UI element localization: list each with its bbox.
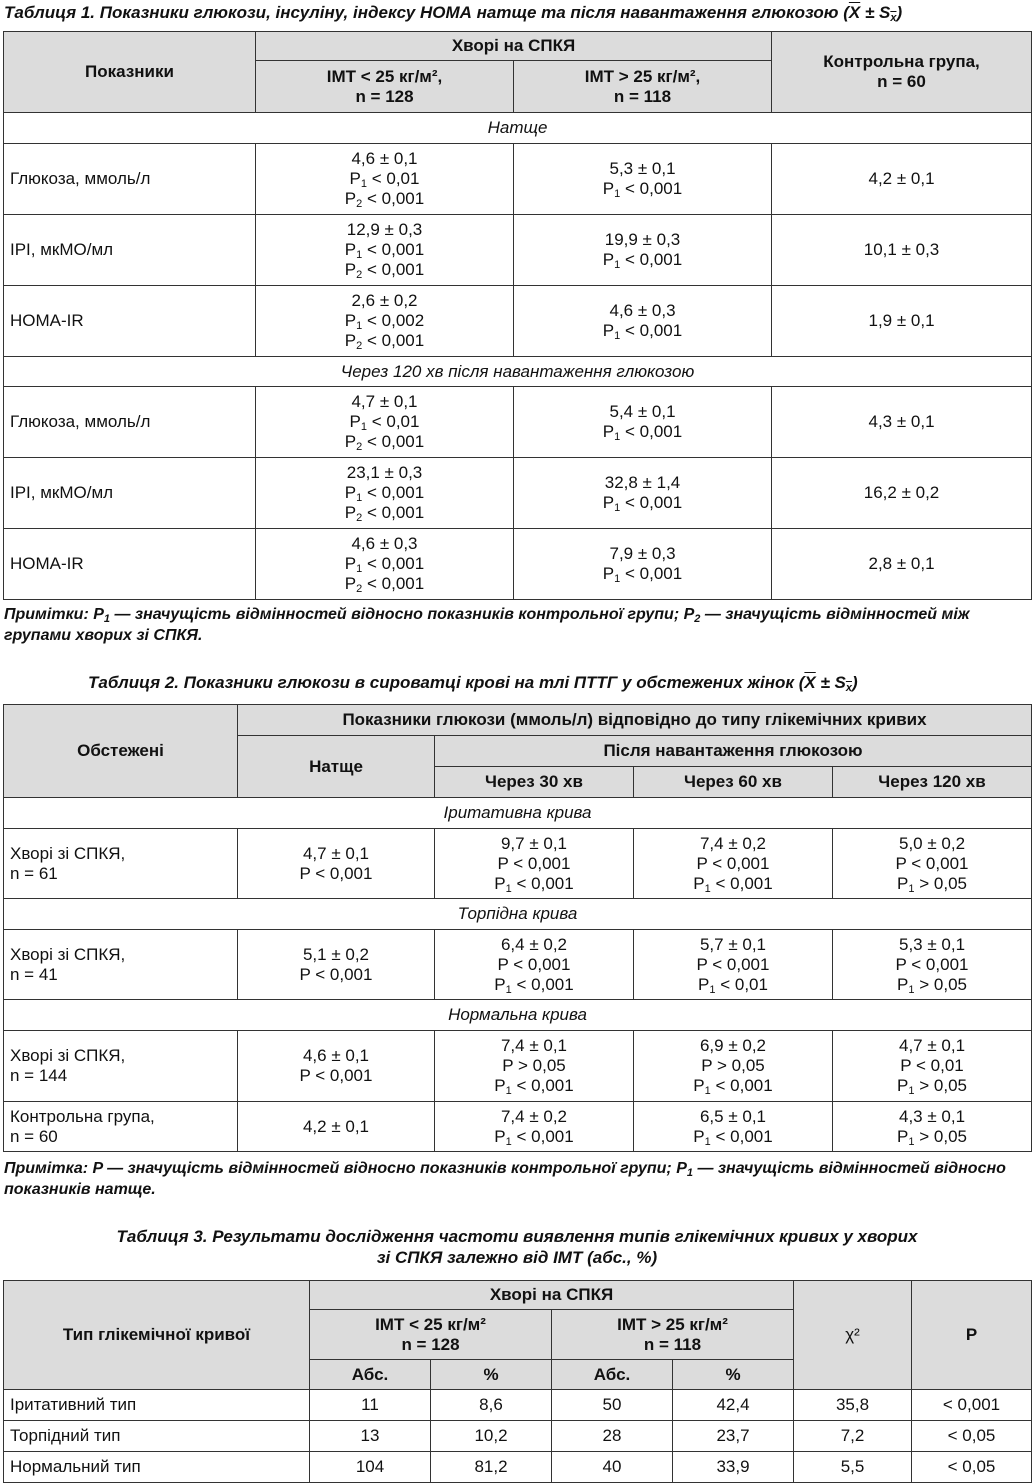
table-row: Хворі зі СПКЯ, n = 61 4,7 ± 0,1 P < 0,001 9,7 ± 0,1 P < 0,001 $P_1 < 0,001$ 7,4 ± 0,2 P < 0,001 $P_1 < 0,001$ 5,0 ± 0,2 P < 0,001 $P_1 > 0,05$ <box>4 829 1032 899</box>
table3-caption: Таблиця 3. Результати дослідження частоти виявлення типів глікемічних кривих у хворих зі СПКЯ залежно від ІМТ (абс., %) <box>116 1227 918 1267</box>
col-header-pcos: Хворі на СПКЯ <box>256 32 772 61</box>
table1 <box>3 31 1032 600</box>
table-row: Глюкоза, ммоль/л 4,6 ± 0,1 $P_1 < 0,01$ $P_2 < 0,001$ 5,3 ± 0,1 $P_1 < 0,001$ 4,2 ± 0,1 <box>4 144 1032 215</box>
col-header-fasting: Натще <box>238 736 435 798</box>
table-row: НОМА-IR 2,6 ± 0,2 $P_1 < 0,002$ $P_2 < 0,001$ 4,6 ± 0,3 $P_1 < 0,001$ 1,9 ± 0,1 <box>4 286 1032 357</box>
col-header-abs: Абс. <box>310 1360 431 1390</box>
table-row: Хворі зі СПКЯ, n = 144 4,6 ± 0,1 P < 0,001 7,4 ± 0,1 P > 0,05 $P_1 < 0,001$ 6,9 ± 0,2 P > 0,05 $P_1 < 0,001$ 4,7 ± 0,1 P < 0,01 $P_1 > 0,05$ <box>4 1031 1032 1102</box>
table3 <box>3 1280 1032 1483</box>
col-header-pct: % <box>431 1360 552 1390</box>
col-header-120min: Через 120 хв <box>833 767 1032 798</box>
col-header-glucose: Показники глюкози (ммоль/л) відповідно до типу глікемічних кривих <box>238 705 1032 736</box>
col-header-examined: Обстежені <box>4 705 238 798</box>
table-row: Контрольна група, n = 60 4,2 ± 0,1 7,4 ± 0,2 $P_1 < 0,001$ 6,5 ± 0,1 $P_1 < 0,001$ 4,3 ± 0,1 $P_1 > 0,05$ <box>4 1102 1032 1152</box>
table-row: Торпідний тип 13 10,2 28 23,7 7,2 < 0,05 <box>4 1421 1032 1452</box>
col-header-bmi-lt25: ІМТ < 25 кг/м² n = 128 <box>310 1310 552 1360</box>
section-torpid: Торпідна крива <box>4 899 1032 930</box>
col-header-30min: Через 30 хв <box>435 767 634 798</box>
col-header-bmi-gt25: ІМТ > 25 кг/м², n = 118 <box>514 61 772 113</box>
table1-caption: Таблиця 1. Показники глюкози, інсуліну, індексу НОМА натще та після навантаження глюкозою $(\overline{X} \pm S_{\overline{x}})$ <box>4 3 903 24</box>
col-header-60min: Через 60 хв <box>634 767 833 798</box>
col-header-curve-type: Тип глікемічної кривої <box>4 1281 310 1390</box>
section-after-load: Через 120 хв після навантаження глюкозою <box>4 357 1032 387</box>
table-row: Нормальний тип 104 81,2 40 33,9 5,5 < 0,05 <box>4 1452 1032 1483</box>
section-irritative: Іритативна крива <box>4 798 1032 829</box>
col-header-indicators: Показники <box>4 32 256 113</box>
table-row: ІРІ, мкМО/мл 23,1 ± 0,3 $P_1 < 0,001$ $P_2 < 0,001$ 32,8 ± 1,4 $P_1 < 0,001$ 16,2 ± 0,2 <box>4 458 1032 529</box>
table2 <box>3 704 1032 1152</box>
table-row: ІРІ, мкМО/мл 12,9 ± 0,3 $P_1 < 0,001$ $P_2 < 0,001$ 19,9 ± 0,3 $P_1 < 0,001$ 10,1 ± 0,3 <box>4 215 1032 286</box>
table-row: Глюкоза, ммоль/л 4,7 ± 0,1 $P_1 < 0,01$ $P_2 < 0,001$ 5,4 ± 0,1 $P_1 < 0,001$ 4,3 ± 0,1 <box>4 387 1032 458</box>
table-row: НОМА-IR 4,6 ± 0,3 $P_1 < 0,001$ $P_2 < 0,001$ 7,9 ± 0,3 $P_1 < 0,001$ 2,8 ± 0,1 <box>4 529 1032 600</box>
col-header-chi-square: χ² <box>794 1281 912 1390</box>
col-header-bmi-gt25: ІМТ > 25 кг/м² n = 118 <box>552 1310 794 1360</box>
col-header-abs: Абс. <box>552 1360 673 1390</box>
col-header-p: P <box>912 1281 1032 1390</box>
col-header-pct: % <box>673 1360 794 1390</box>
section-fasting: Натще <box>4 113 1032 144</box>
col-header-control: Контрольна група, n = 60 <box>772 32 1032 113</box>
table2-caption: Таблиця 2. Показники глюкози в сироватці крові на тлі ПТТГ у обстежених жінок $(\overline{X} \pm S_{\overline{x}})$ <box>88 673 858 694</box>
table-row: Іритативний тип 11 8,6 50 42,4 35,8 < 0,001 <box>4 1390 1032 1421</box>
col-header-bmi-lt25: ІМТ < 25 кг/м², n = 128 <box>256 61 514 113</box>
col-header-after-load: Після навантаження глюкозою <box>435 736 1032 767</box>
section-normal: Нормальна крива <box>4 1000 1032 1031</box>
table1-notes: Примітки: $P_1$ — значущість відмінностей відносно показників контрольної групи; $P_2$ — значущість відмінностей між групами хворих зі СПКЯ. <box>4 606 970 644</box>
table2-notes: Примітка: P — значущість відмінностей відносно показників контрольної групи; $P_1$ — значущість відмінностей відносно показників натще. <box>4 1160 1006 1198</box>
col-header-pcos: Хворі на СПКЯ <box>310 1281 794 1310</box>
table-row: Хворі зі СПКЯ, n = 41 5,1 ± 0,2 P < 0,001 6,4 ± 0,2 P < 0,001 $P_1 < 0,001$ 5,7 ± 0,1 P < 0,001 $P_1 < 0,01$ 5,3 ± 0,1 P < 0,001 $P_1 > 0,05$ <box>4 930 1032 1000</box>
